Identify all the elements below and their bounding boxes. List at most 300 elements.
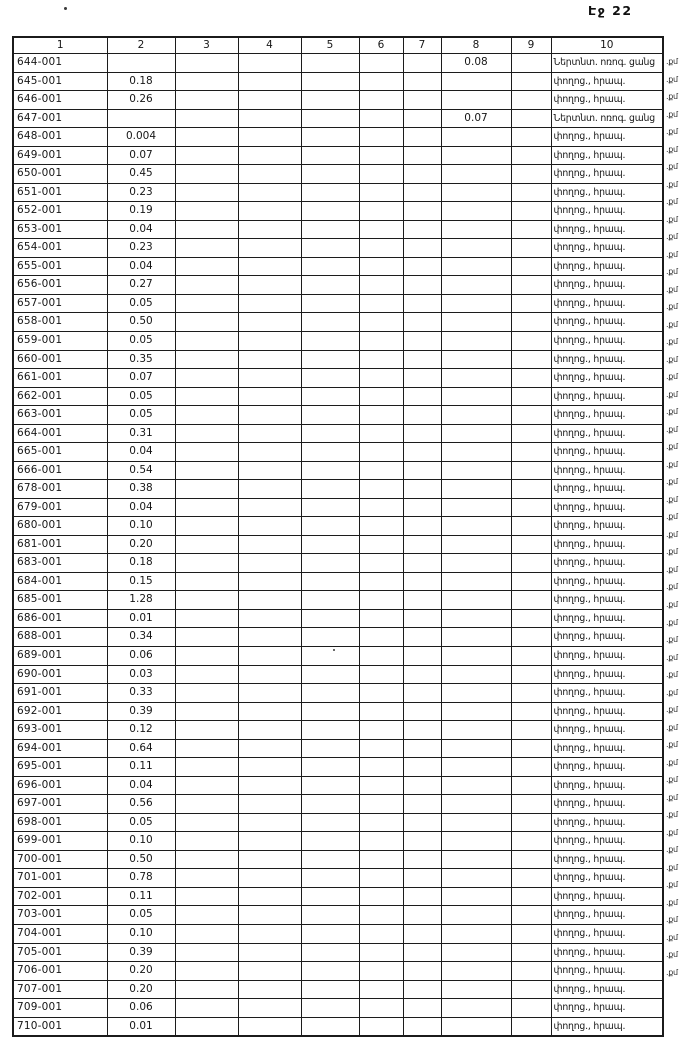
table-cell — [511, 480, 551, 499]
table-cell — [511, 702, 551, 721]
table-cell — [511, 887, 551, 906]
table-cell — [301, 962, 359, 981]
table-cell — [403, 406, 441, 425]
table-cell — [301, 721, 359, 740]
table-cell — [403, 146, 441, 165]
table-cell — [238, 776, 301, 795]
table-cell: 0.05 — [107, 813, 175, 832]
row-id-cell: 644-001 — [13, 54, 107, 73]
table-row — [13, 109, 663, 128]
table-cell — [238, 702, 301, 721]
table-cell — [403, 739, 441, 758]
row-id-cell: 685-001 — [13, 591, 107, 610]
row-note-cell: փողոց., հրապ. — [551, 257, 663, 276]
row-note-cell: փողոց., հրապ. — [551, 350, 663, 369]
row-note-cell: փողոց., հրապ. — [551, 1017, 663, 1036]
row-id-cell: 660-001 — [13, 350, 107, 369]
table-cell — [359, 962, 403, 981]
table-cell — [359, 813, 403, 832]
row-note-cell: փողոց., հրապ. — [551, 498, 663, 517]
row-id-cell: 681-001 — [13, 535, 107, 554]
table-cell — [403, 257, 441, 276]
table-cell — [175, 832, 238, 851]
table-cell — [511, 980, 551, 999]
table-cell — [238, 850, 301, 869]
table-row — [13, 647, 663, 666]
table-cell — [511, 461, 551, 480]
table-cell — [441, 813, 511, 832]
table-cell — [441, 795, 511, 814]
table-cell — [175, 369, 238, 388]
table-cell — [359, 54, 403, 73]
table-cell — [359, 202, 403, 221]
table-cell — [403, 609, 441, 628]
row-unit-suffix: .քմ — [666, 915, 678, 925]
table-cell — [359, 702, 403, 721]
table-cell — [301, 220, 359, 239]
table-cell — [511, 406, 551, 425]
table-cell — [238, 239, 301, 258]
row-unit-suffix: .քմ — [666, 862, 678, 872]
table-cell — [441, 628, 511, 647]
row-id-cell: 697-001 — [13, 795, 107, 814]
table-cell — [359, 869, 403, 888]
table-cell — [403, 869, 441, 888]
table-cell — [359, 1017, 403, 1036]
table-cell — [238, 999, 301, 1018]
table-cell — [359, 628, 403, 647]
table-row — [13, 832, 663, 851]
table-cell — [441, 869, 511, 888]
row-unit-suffix: .քմ — [666, 845, 678, 855]
row-id-cell: 653-001 — [13, 220, 107, 239]
table-cell — [175, 220, 238, 239]
table-row — [13, 702, 663, 721]
row-id-cell: 678-001 — [13, 480, 107, 499]
table-cell — [403, 813, 441, 832]
table-row — [13, 72, 663, 91]
table-cell — [301, 647, 359, 666]
table-row — [13, 554, 663, 573]
row-id-cell: 701-001 — [13, 869, 107, 888]
table-cell — [511, 350, 551, 369]
row-note-cell: փողոց., հրապ. — [551, 906, 663, 925]
table-cell: 0.04 — [107, 498, 175, 517]
table-cell — [511, 721, 551, 740]
table-cell — [359, 924, 403, 943]
table-cell — [238, 795, 301, 814]
table-cell — [238, 962, 301, 981]
row-note-cell: փողոց., հրապ. — [551, 461, 663, 480]
table-cell — [238, 424, 301, 443]
table-cell — [441, 591, 511, 610]
table-cell — [511, 517, 551, 536]
table-cell — [441, 554, 511, 573]
table-cell — [359, 776, 403, 795]
row-id-cell: 662-001 — [13, 387, 107, 406]
row-unit-suffix: .քմ — [666, 652, 678, 662]
row-id-cell: 694-001 — [13, 739, 107, 758]
table-row — [13, 480, 663, 499]
table-cell — [441, 572, 511, 591]
row-note-cell: փողոց., հրապ. — [551, 387, 663, 406]
table-cell — [301, 54, 359, 73]
table-cell — [175, 869, 238, 888]
table-cell — [175, 517, 238, 536]
row-unit-suffix: .քմ — [666, 967, 678, 977]
table-row — [13, 906, 663, 925]
table-cell — [511, 146, 551, 165]
table-cell: 0.07 — [441, 109, 511, 128]
table-cell — [238, 535, 301, 554]
row-id-cell: 657-001 — [13, 294, 107, 313]
table-cell — [301, 554, 359, 573]
row-id-cell: 688-001 — [13, 628, 107, 647]
header-row — [13, 37, 663, 54]
table-cell — [511, 684, 551, 703]
table-cell: 0.11 — [107, 758, 175, 777]
row-unit-suffix: .քմ — [666, 214, 678, 224]
row-note-cell: փողոց., հրապ. — [551, 128, 663, 147]
row-unit-suffix: .քմ — [666, 337, 678, 347]
row-unit-suffix: .քմ — [666, 670, 678, 680]
page-number-label: Էջ 22 — [588, 3, 633, 18]
table-cell — [511, 202, 551, 221]
table-cell — [441, 369, 511, 388]
table-cell — [301, 535, 359, 554]
row-note-cell: փողոց., հրապ. — [551, 850, 663, 869]
row-note-cell: փողոց., հրապ. — [551, 517, 663, 536]
row-note-cell: փողոց., հրապ. — [551, 591, 663, 610]
table-cell — [301, 869, 359, 888]
table-cell — [301, 128, 359, 147]
row-unit-suffix: .քմ — [666, 722, 678, 732]
table-cell — [301, 183, 359, 202]
row-note-cell: փողոց., հրապ. — [551, 406, 663, 425]
table-cell: 0.50 — [107, 850, 175, 869]
row-unit-suffix: .քմ — [666, 547, 678, 557]
table-cell — [238, 665, 301, 684]
row-note-cell: փողոց., հրապ. — [551, 999, 663, 1018]
table-cell — [403, 572, 441, 591]
row-id-cell: 652-001 — [13, 202, 107, 221]
row-note-cell: փողոց., հրապ. — [551, 721, 663, 740]
table-cell — [107, 54, 175, 73]
table-cell — [238, 54, 301, 73]
table-cell — [511, 832, 551, 851]
row-unit-suffix: .քմ — [666, 179, 678, 189]
row-note-cell: փողոց., հրապ. — [551, 183, 663, 202]
table-cell — [238, 146, 301, 165]
row-id-cell: 696-001 — [13, 776, 107, 795]
column-header: 7 — [403, 37, 441, 54]
table-cell — [359, 943, 403, 962]
table-cell — [175, 813, 238, 832]
row-unit-suffix: .քմ — [666, 162, 678, 172]
table-cell — [359, 684, 403, 703]
table-row — [13, 183, 663, 202]
table-cell — [511, 924, 551, 943]
table-cell — [441, 276, 511, 295]
table-cell — [511, 128, 551, 147]
row-note-cell: փողոց., հրապ. — [551, 146, 663, 165]
row-id-cell: 703-001 — [13, 906, 107, 925]
table-cell — [301, 331, 359, 350]
table-row — [13, 239, 663, 258]
table-cell — [238, 183, 301, 202]
table-cell: 0.27 — [107, 276, 175, 295]
table-cell: 0.18 — [107, 554, 175, 573]
table-cell — [175, 202, 238, 221]
table-row — [13, 146, 663, 165]
table-cell — [511, 906, 551, 925]
table-cell: 0.33 — [107, 684, 175, 703]
row-id-cell: 689-001 — [13, 647, 107, 666]
table-cell: 0.07 — [107, 369, 175, 388]
table-cell — [403, 628, 441, 647]
table-cell: 1.28 — [107, 591, 175, 610]
table-cell — [403, 331, 441, 350]
table-cell: 0.10 — [107, 924, 175, 943]
table-cell — [301, 257, 359, 276]
table-cell — [301, 443, 359, 462]
table-row — [13, 91, 663, 110]
table-cell — [175, 628, 238, 647]
table-row — [13, 406, 663, 425]
table-cell — [238, 498, 301, 517]
table-cell: 0.12 — [107, 721, 175, 740]
table-cell — [511, 54, 551, 73]
table-cell: 0.01 — [107, 1017, 175, 1036]
table-cell — [441, 887, 511, 906]
table-cell — [441, 350, 511, 369]
row-note-cell: փողոց., հրապ. — [551, 313, 663, 332]
table-cell: 0.05 — [107, 387, 175, 406]
row-unit-suffix: .քմ — [666, 635, 678, 645]
table-cell — [238, 350, 301, 369]
table-cell — [403, 165, 441, 184]
table-row — [13, 387, 663, 406]
row-unit-suffix: .քմ — [666, 897, 678, 907]
table-cell — [511, 943, 551, 962]
table-cell — [441, 962, 511, 981]
table-cell — [403, 665, 441, 684]
table-cell — [238, 91, 301, 110]
table-cell — [175, 943, 238, 962]
table-cell: 0.01 — [107, 609, 175, 628]
table-cell — [511, 758, 551, 777]
row-id-cell: 650-001 — [13, 165, 107, 184]
table-cell: 0.54 — [107, 461, 175, 480]
row-note-cell: փողոց., հրապ. — [551, 239, 663, 258]
table-cell — [359, 257, 403, 276]
table-cell — [441, 739, 511, 758]
table-cell — [441, 758, 511, 777]
table-cell — [511, 276, 551, 295]
table-cell — [511, 962, 551, 981]
table-cell — [301, 980, 359, 999]
row-id-cell: 646-001 — [13, 91, 107, 110]
row-unit-suffix: .քմ — [666, 57, 678, 66]
table-cell — [301, 109, 359, 128]
table-cell — [511, 591, 551, 610]
table-cell — [359, 721, 403, 740]
table-cell — [175, 999, 238, 1018]
table-row — [13, 202, 663, 221]
table-cell — [441, 776, 511, 795]
row-note-cell: փողոց., հրապ. — [551, 443, 663, 462]
table-cell — [175, 776, 238, 795]
table-body — [13, 54, 663, 1037]
table-cell — [175, 554, 238, 573]
table-cell — [175, 962, 238, 981]
row-unit-suffix: .քմ — [666, 319, 678, 329]
table-cell — [175, 165, 238, 184]
table-cell — [175, 758, 238, 777]
table-cell — [359, 795, 403, 814]
table-row — [13, 665, 663, 684]
table-row — [13, 628, 663, 647]
table-cell — [175, 887, 238, 906]
table-cell — [511, 665, 551, 684]
table-cell — [175, 424, 238, 443]
table-cell — [359, 276, 403, 295]
column-header: 1 — [13, 37, 107, 54]
table-cell: 0.07 — [107, 146, 175, 165]
table-cell — [175, 109, 238, 128]
row-unit-suffix: .քմ — [666, 529, 678, 539]
table-cell — [175, 406, 238, 425]
table-cell — [301, 146, 359, 165]
table-cell — [238, 758, 301, 777]
table-cell — [403, 220, 441, 239]
column-header: 8 — [441, 37, 511, 54]
table-cell — [238, 517, 301, 536]
table-cell: 0.20 — [107, 535, 175, 554]
table-cell — [511, 535, 551, 554]
table-cell — [238, 906, 301, 925]
table-cell — [441, 943, 511, 962]
table-cell — [403, 498, 441, 517]
scan-speck — [64, 7, 67, 10]
row-id-cell: 683-001 — [13, 554, 107, 573]
row-unit-suffix: .քմ — [666, 494, 678, 504]
table-cell — [403, 943, 441, 962]
row-unit-suffix: .քմ — [666, 950, 678, 960]
table-cell: 0.004 — [107, 128, 175, 147]
row-note-cell: փողոց., հրապ. — [551, 220, 663, 239]
table-cell — [403, 350, 441, 369]
table-cell — [175, 535, 238, 554]
table-cell — [175, 72, 238, 91]
table-cell — [403, 906, 441, 925]
row-note-cell: փողոց., հրապ. — [551, 424, 663, 443]
table-cell — [175, 665, 238, 684]
table-cell — [238, 647, 301, 666]
table-cell — [175, 480, 238, 499]
table-cell — [359, 72, 403, 91]
table-cell — [301, 313, 359, 332]
table-cell — [511, 554, 551, 573]
row-note-cell: փողոց., հրապ. — [551, 276, 663, 295]
row-id-cell: 654-001 — [13, 239, 107, 258]
row-note-cell: Ներտնտ. ոռոգ. ցանց — [551, 54, 663, 73]
column-header: 5 — [301, 37, 359, 54]
table-cell — [175, 146, 238, 165]
row-unit-suffix: .քմ — [666, 109, 678, 119]
table-cell — [441, 999, 511, 1018]
table-cell — [441, 721, 511, 740]
table-cell — [175, 1017, 238, 1036]
table-row — [13, 943, 663, 962]
table-cell — [301, 887, 359, 906]
table-cell — [403, 999, 441, 1018]
row-note-cell: փողոց., հրապ. — [551, 609, 663, 628]
table-cell — [511, 109, 551, 128]
table-cell — [301, 906, 359, 925]
table-cell — [175, 443, 238, 462]
row-id-cell: 691-001 — [13, 684, 107, 703]
table-cell — [403, 832, 441, 851]
table-cell — [359, 461, 403, 480]
table-cell — [175, 387, 238, 406]
table-cell: 0.34 — [107, 628, 175, 647]
row-unit-suffix: .քմ — [666, 810, 678, 820]
row-unit-suffix: .քմ — [666, 687, 678, 697]
row-unit-suffix: .քմ — [666, 354, 678, 364]
table-cell — [441, 480, 511, 499]
table-cell — [403, 128, 441, 147]
column-header: 9 — [511, 37, 551, 54]
table-cell: 0.08 — [441, 54, 511, 73]
row-note-cell: փողոց., հրապ. — [551, 165, 663, 184]
table-cell — [359, 183, 403, 202]
row-unit-suffix: .քմ — [666, 389, 678, 399]
table-cell — [511, 220, 551, 239]
table-cell — [175, 54, 238, 73]
table-cell — [403, 183, 441, 202]
row-note-cell: փողոց., հրապ. — [551, 962, 663, 981]
table-cell — [175, 294, 238, 313]
table-row — [13, 813, 663, 832]
row-id-cell: 645-001 — [13, 72, 107, 91]
table-cell: 0.10 — [107, 832, 175, 851]
table-cell: 0.15 — [107, 572, 175, 591]
table-cell — [359, 498, 403, 517]
row-note-cell: փողոց., հրապ. — [551, 665, 663, 684]
table-cell: 0.11 — [107, 887, 175, 906]
table-cell: 0.35 — [107, 350, 175, 369]
table-cell — [175, 276, 238, 295]
table-cell — [511, 183, 551, 202]
table-cell — [403, 91, 441, 110]
row-note-cell: փողոց., հրապ. — [551, 294, 663, 313]
table-cell — [441, 517, 511, 536]
table-cell — [359, 239, 403, 258]
table-header — [13, 37, 663, 54]
table-cell — [175, 647, 238, 666]
table-cell — [238, 313, 301, 332]
row-id-cell: 649-001 — [13, 146, 107, 165]
table-cell — [359, 331, 403, 350]
table-row — [13, 276, 663, 295]
row-unit-suffix: .քմ — [666, 775, 678, 785]
row-note-cell: փողոց., հրապ. — [551, 572, 663, 591]
table-cell — [441, 72, 511, 91]
row-note-cell: փողոց., հրապ. — [551, 832, 663, 851]
column-header: 4 — [238, 37, 301, 54]
table-cell: 0.06 — [107, 647, 175, 666]
